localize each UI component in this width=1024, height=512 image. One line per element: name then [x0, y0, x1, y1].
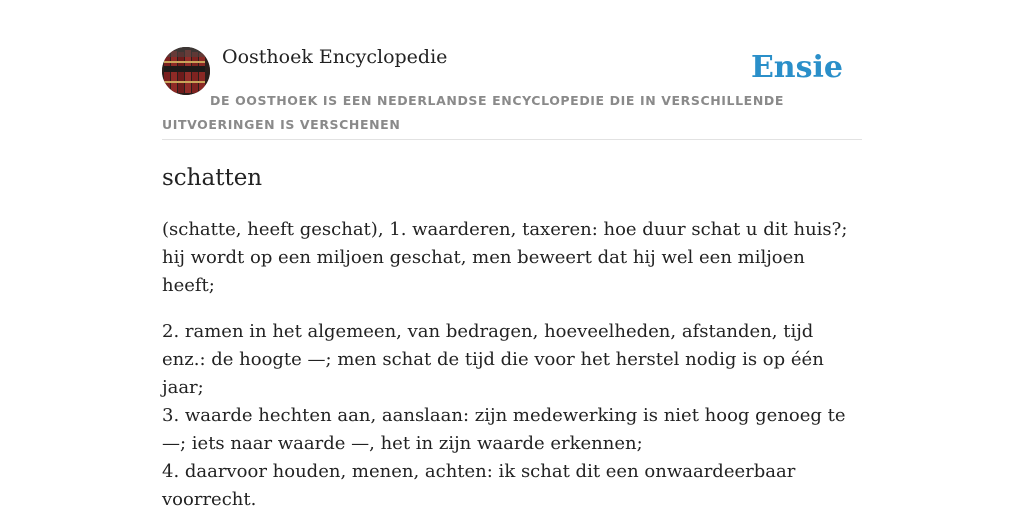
site-name[interactable]: Oosthoek Encyclopedie	[222, 46, 448, 68]
definition-paragraph: 2. ramen in het algemeen, van bedragen, hoeveelheden, afstanden, tijd enz.: de hoogte —; men schat de tijd die voor het herstel nodig is op één jaar;	[162, 321, 824, 398]
definition-paragraph: 3. waarde hechten aan, aanslaan: zijn medewerking is niet hoog genoeg te —; iets naar waarde —, het in zijn waarde erkennen;	[162, 405, 846, 454]
article	[162, 160, 862, 512]
site-tagline: DE OOSTHOEK IS EEN NEDERLANDSE ENCYCLOPEDIE DIE IN VERSCHILLENDE UITVOERINGEN IS VERSCHENEN	[162, 93, 784, 132]
definition-paragraph: (schatte, heeft geschat), 1. waarderen, taxeren: hoe duur schat u dit huis?; hij wordt op een miljoen geschat, men beweert dat hij wel een miljoen heeft;	[162, 219, 848, 296]
site-header	[162, 0, 862, 140]
books-avatar-icon[interactable]	[162, 47, 210, 95]
article-title: schatten	[162, 165, 263, 191]
brand-logo[interactable]: Ensie	[750, 50, 843, 85]
definition-paragraph: 4. daarvoor houden, menen, achten: ik schat dit een onwaardeerbaar voorrecht.	[162, 461, 796, 510]
